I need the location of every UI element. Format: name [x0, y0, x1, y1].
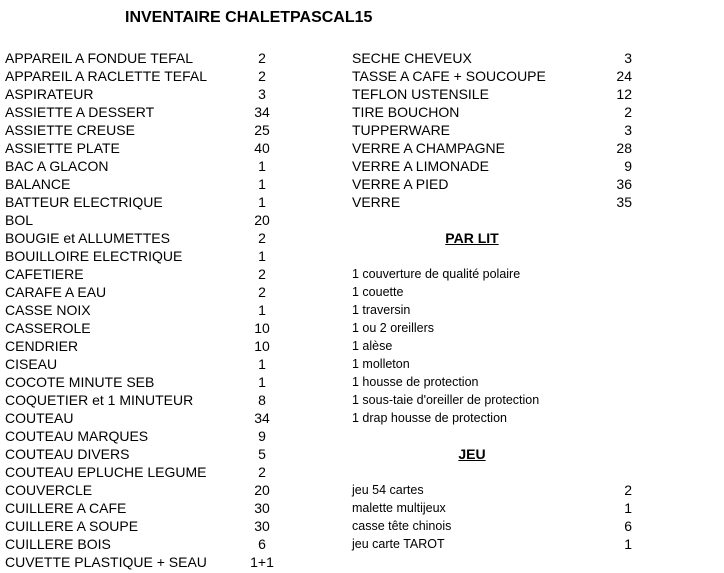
item-name: VERRE A LIMONADE [352, 158, 489, 174]
item-name: APPAREIL A FONDUE TEFAL [5, 50, 194, 66]
item-quantity: 30 [254, 518, 270, 534]
item-name: TASSE A CAFE + SOUCOUPE [352, 68, 546, 84]
jeu-item-name: malette multijeux [352, 501, 446, 515]
item-name: TUPPERWARE [352, 122, 451, 138]
list-item [0, 355, 340, 373]
list-item [0, 283, 340, 301]
item-quantity: 30 [254, 500, 270, 516]
item-quantity: 2 [258, 50, 266, 66]
item-quantity: 2 [258, 464, 266, 480]
list-item [0, 301, 340, 319]
par-lit-item: 1 alèse [352, 339, 393, 353]
item-quantity: 6 [258, 536, 266, 552]
item-name: CASSEROLE [5, 320, 91, 336]
item-quantity: 2 [258, 284, 266, 300]
list-item [0, 139, 724, 157]
item-name: TEFLON USTENSILE [352, 86, 489, 102]
jeu-item-quantity: 6 [624, 518, 632, 534]
item-name: TIRE BOUCHON [352, 104, 460, 120]
jeu-item-quantity: 1 [624, 500, 632, 516]
item-quantity: 34 [254, 104, 270, 120]
list-item [0, 373, 340, 391]
item-quantity: 28 [616, 140, 632, 156]
item-name: ASSIETTE PLATE [5, 140, 120, 156]
item-name: VERRE A PIED [352, 176, 449, 192]
item-name: COQUETIER et 1 MINUTEUR [5, 392, 194, 408]
list-item [0, 175, 724, 193]
item-quantity: 36 [616, 176, 632, 192]
jeu-item-name: jeu carte TAROT [352, 537, 445, 551]
jeu-item [0, 499, 724, 517]
list-item [0, 553, 340, 571]
item-name: BATTEUR ELECTRIQUE [5, 194, 163, 210]
par-lit-item: 1 ou 2 oreillers [352, 321, 434, 335]
item-quantity: 1+1 [250, 554, 274, 570]
item-name: BOUGIE et ALLUMETTES [5, 230, 170, 246]
item-name: VERRE A CHAMPAGNE [352, 140, 506, 156]
item-name: BOL [5, 212, 34, 228]
item-quantity: 2 [624, 104, 632, 120]
item-quantity: 3 [624, 50, 632, 66]
item-name: APPAREIL A RACLETTE TEFAL [5, 68, 208, 84]
item-name: COUTEAU EPLUCHE LEGUME [5, 464, 207, 480]
list-item [0, 247, 340, 265]
item-name: CUILLERE A CAFE [5, 500, 127, 516]
item-quantity: 1 [258, 302, 266, 318]
item-quantity: 20 [254, 482, 270, 498]
jeu-item [0, 481, 724, 499]
jeu-item [0, 535, 724, 553]
item-quantity: 24 [616, 68, 632, 84]
item-name: SECHE CHEVEUX [352, 50, 472, 66]
list-item [0, 337, 340, 355]
item-quantity: 8 [258, 392, 266, 408]
list-item [0, 319, 340, 337]
par-lit-item: 1 sous-taie d'oreiller de protection [352, 393, 540, 407]
item-quantity: 5 [258, 446, 266, 462]
par-lit-item: 1 molleton [352, 357, 410, 371]
item-quantity: 10 [254, 338, 270, 354]
list-item [0, 121, 724, 139]
item-quantity: 34 [254, 410, 270, 426]
item-name: BALANCE [5, 176, 71, 192]
item-name: CARAFE A EAU [5, 284, 107, 300]
item-name: BOUILLOIRE ELECTRIQUE [5, 248, 183, 264]
par-lit-item: 1 couverture de qualité polaire [352, 267, 521, 281]
par-lit-item: 1 housse de protection [352, 375, 479, 389]
item-quantity: 2 [258, 266, 266, 282]
jeu-item-name: jeu 54 cartes [352, 483, 424, 497]
list-item [0, 67, 724, 85]
par-lit-item: 1 drap housse de protection [352, 411, 507, 425]
list-item [0, 409, 340, 427]
jeu-item-quantity: 2 [624, 482, 632, 498]
page-title: INVENTAIRE CHALETPASCAL15 [125, 9, 373, 26]
list-item [0, 427, 340, 445]
item-quantity: 1 [258, 194, 266, 210]
item-quantity: 1 [258, 356, 266, 372]
item-quantity: 12 [616, 86, 632, 102]
item-name: COUTEAU MARQUES [5, 428, 149, 444]
item-name: CUILLERE BOIS [5, 536, 111, 552]
item-name: ASSIETTE A DESSERT [5, 104, 155, 120]
par-lit-heading: PAR LIT [445, 230, 499, 246]
list-item [0, 445, 340, 463]
jeu-item-quantity: 1 [624, 536, 632, 552]
item-name: COUTEAU [5, 410, 74, 426]
list-item [0, 49, 724, 67]
list-item [0, 211, 340, 229]
item-quantity: 10 [254, 320, 270, 336]
list-item [0, 85, 724, 103]
item-quantity: 1 [258, 158, 266, 174]
item-quantity: 35 [616, 194, 632, 210]
item-quantity: 1 [258, 374, 266, 390]
par-lit-item: 1 traversin [352, 303, 411, 317]
item-name: CENDRIER [5, 338, 79, 354]
jeu-item [0, 517, 724, 535]
item-name: COUVERCLE [5, 482, 93, 498]
item-name: COCOTE MINUTE SEB [5, 374, 155, 390]
list-item [0, 193, 724, 211]
list-item [0, 157, 724, 175]
item-quantity: 20 [254, 212, 270, 228]
item-quantity: 3 [258, 86, 266, 102]
list-item [0, 103, 724, 121]
list-item [0, 391, 340, 409]
item-name: COUTEAU DIVERS [5, 446, 130, 462]
item-name: CISEAU [5, 356, 58, 372]
item-name: CAFETIERE [5, 266, 84, 282]
jeu-item-name: casse tête chinois [352, 519, 452, 533]
item-quantity: 1 [258, 248, 266, 264]
item-name: BAC A GLACON [5, 158, 109, 174]
list-item [0, 463, 340, 481]
item-name: CUILLERE A SOUPE [5, 518, 139, 534]
item-quantity: 2 [258, 68, 266, 84]
item-name: CASSE NOIX [5, 302, 91, 318]
item-quantity: 3 [624, 122, 632, 138]
item-quantity: 9 [624, 158, 632, 174]
list-item [0, 265, 340, 283]
list-item [0, 229, 340, 247]
par-lit-item: 1 couette [352, 285, 404, 299]
item-name: ASSIETTE CREUSE [5, 122, 135, 138]
item-quantity: 25 [254, 122, 270, 138]
item-quantity: 1 [258, 176, 266, 192]
item-quantity: 9 [258, 428, 266, 444]
jeu-heading: JEU [458, 446, 486, 462]
item-name: CUVETTE PLASTIQUE + SEAU [5, 554, 207, 570]
item-quantity: 2 [258, 230, 266, 246]
item-quantity: 40 [254, 140, 270, 156]
item-name: ASPIRATEUR [5, 86, 94, 102]
item-name: VERRE [352, 194, 401, 210]
